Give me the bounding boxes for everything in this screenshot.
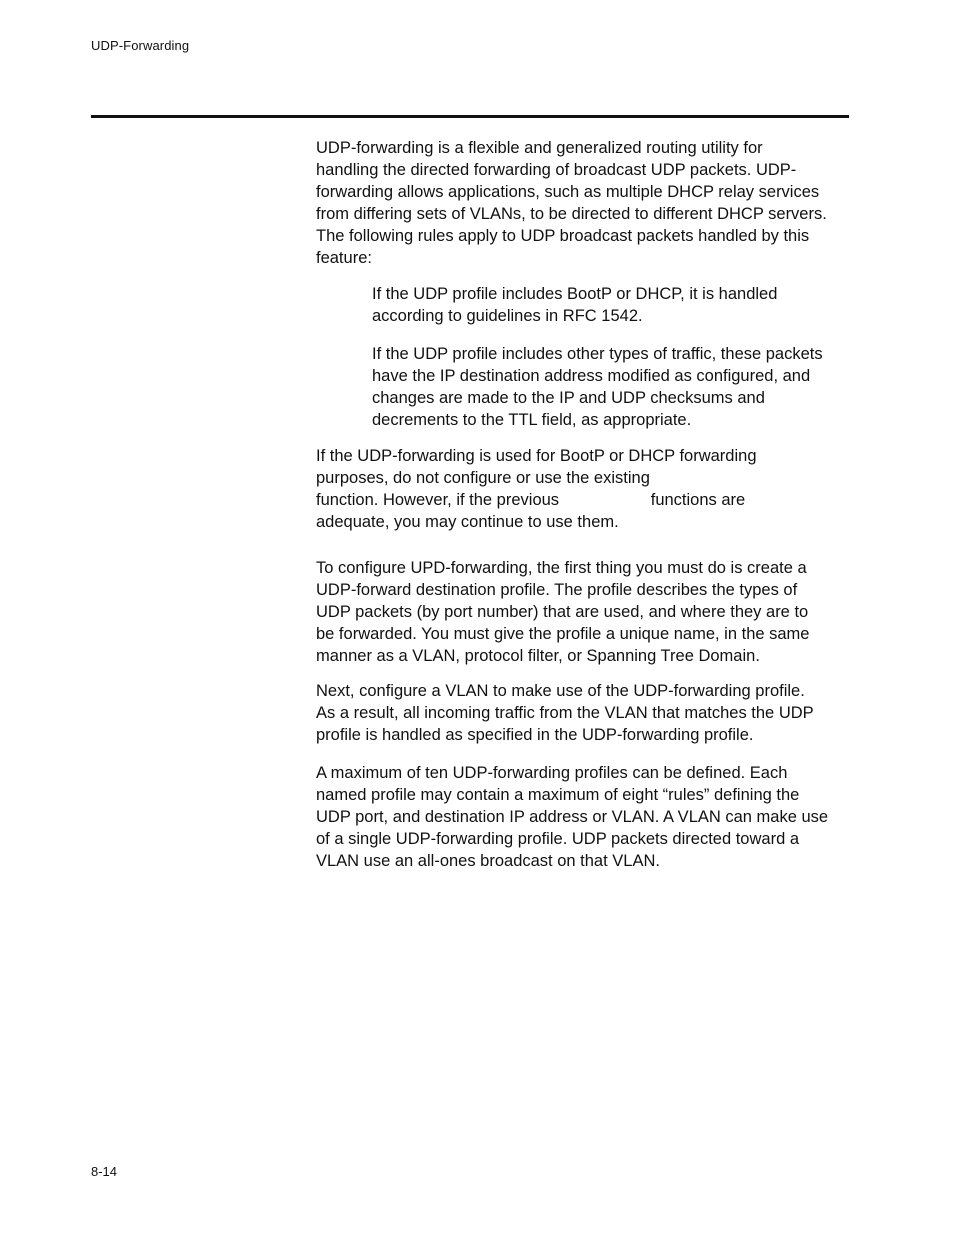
text-line: decrements to the TTL field, as appropriate.: [372, 411, 692, 429]
text-line: If the UDP profile includes BootP or DHCP, it is handled: [372, 285, 778, 303]
text-line: named profile may contain a maximum of eight “rules” defining the: [316, 786, 800, 804]
text-line: adequate, you may continue to use them.: [316, 513, 619, 531]
note-paragraph: [316, 445, 856, 533]
text-line: have the IP destination address modified as configured, and: [372, 367, 811, 385]
text-line: feature:: [316, 249, 372, 267]
text-line: If the UDP-forwarding is used for BootP or DHCP forwarding: [316, 447, 757, 465]
text-line: The following rules apply to UDP broadcast packets handled by this: [316, 227, 810, 245]
next-paragraph: [316, 680, 856, 746]
text-line: UDP-forwarding is a flexible and generalized routing utility for: [316, 139, 763, 157]
text-line: To configure UPD-forwarding, the first thing you must do is create a: [316, 559, 807, 577]
header-rule: [91, 115, 849, 118]
text-line: UDP packets (by port number) that are used, and where they are to: [316, 603, 809, 621]
text-line: As a result, all incoming traffic from the VLAN that matches the UDP: [316, 704, 814, 722]
text-line: from differing sets of VLANs, to be directed to different DHCP servers.: [316, 205, 827, 223]
text-line: forwarding allows applications, such as multiple DHCP relay services: [316, 183, 820, 201]
text-line: A maximum of ten UDP-forwarding profiles can be defined. Each: [316, 764, 788, 782]
text-line: profile is handled as specified in the UDP-forwarding profile.: [316, 726, 754, 744]
text-line: manner as a VLAN, protocol filter, or Spanning Tree Domain.: [316, 647, 760, 665]
text-line: purposes, do not configure or use the existing: [316, 469, 650, 487]
text-line: UDP port, and destination IP address or VLAN. A VLAN can make use: [316, 808, 829, 826]
intro-paragraph: [316, 137, 856, 269]
text-line: handling the directed forwarding of broadcast UDP packets. UDP-: [316, 161, 797, 179]
page-number: 8-14: [91, 1164, 118, 1179]
rule-item-other-traffic: [372, 343, 862, 431]
running-header: UDP-Forwarding: [91, 38, 190, 53]
text-line: changes are made to the IP and UDP checksums and: [372, 389, 765, 407]
text-line: according to guidelines in RFC 1542.: [372, 307, 643, 325]
rule-item-bootp: [372, 283, 862, 327]
text-line: If the UDP profile includes other types of traffic, these packets: [372, 345, 823, 363]
text-line: VLAN use an all-ones broadcast on that VLAN.: [316, 852, 660, 870]
text-line: UDP-forward destination profile. The profile describes the types of: [316, 581, 798, 599]
text-line: be forwarded. You must give the profile a unique name, in the same: [316, 625, 810, 643]
text-line: of a single UDP-forwarding profile. UDP packets directed toward a: [316, 830, 800, 848]
configure-paragraph: [316, 557, 856, 667]
text-line: function. However, if the previous functions are: [316, 491, 746, 509]
text-line: Next, configure a VLAN to make use of the UDP-forwarding profile.: [316, 682, 805, 700]
maximum-paragraph: [316, 762, 856, 872]
